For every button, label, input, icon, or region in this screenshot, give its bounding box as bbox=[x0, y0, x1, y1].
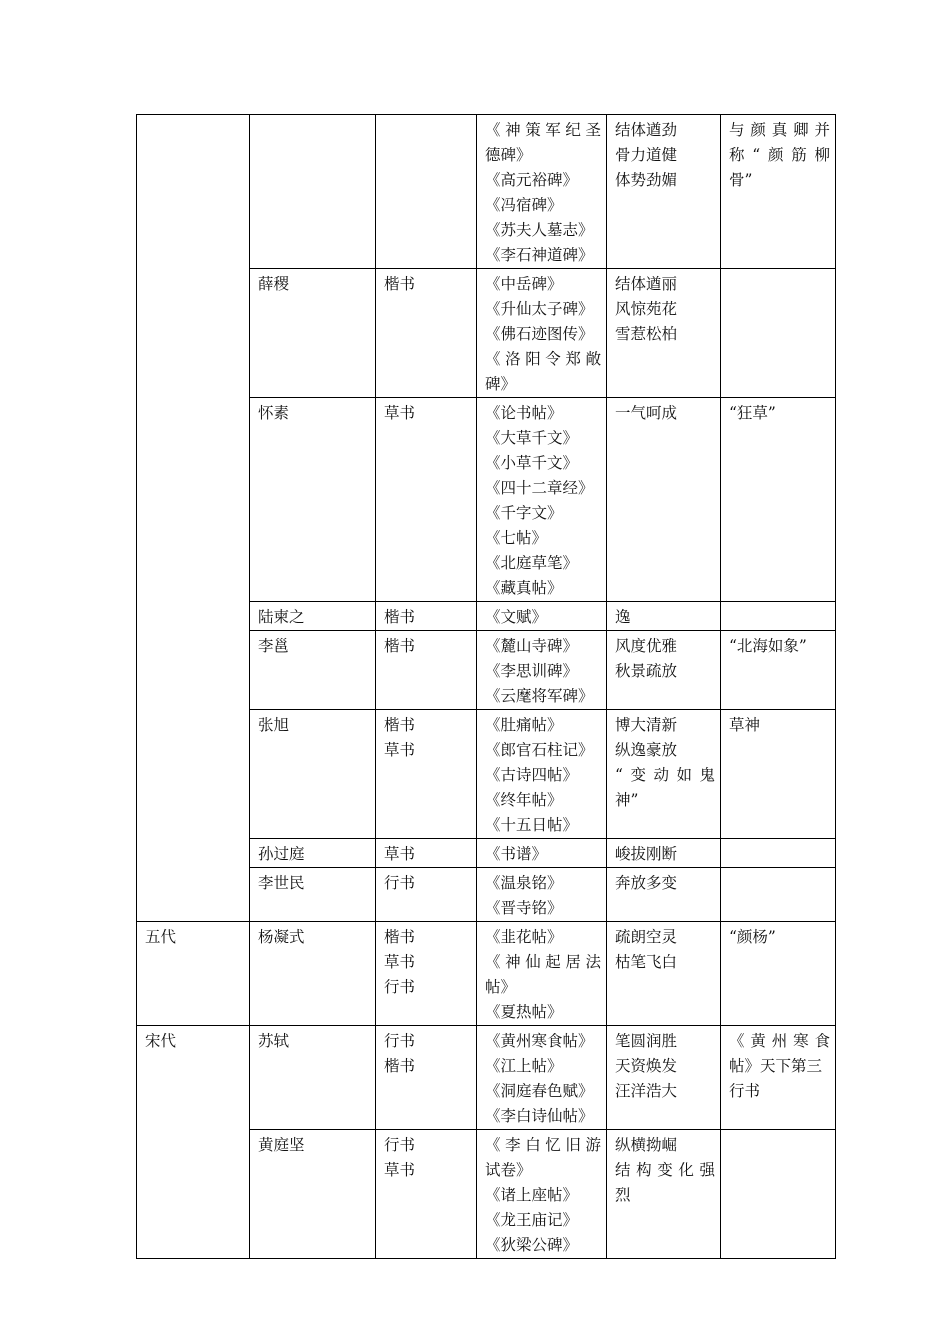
calligrapher-name: 黄庭坚 bbox=[258, 1136, 305, 1154]
calligrapher-cell bbox=[250, 1026, 376, 1130]
work-line: 《论书帖》 bbox=[485, 404, 563, 422]
remark-line: 与颜真卿并 bbox=[729, 121, 830, 139]
script-cell bbox=[376, 269, 477, 398]
style-line: 结体遒丽 bbox=[615, 275, 678, 293]
works-cell bbox=[477, 922, 607, 1026]
calligrapher-cell bbox=[250, 839, 376, 868]
works-cell bbox=[477, 839, 607, 868]
work-line: 《韭花帖》 bbox=[485, 928, 563, 946]
style-line: 结构变化强 bbox=[615, 1161, 715, 1179]
style-line: 纵横拗崛 bbox=[615, 1136, 678, 1154]
calligrapher-name: 怀素 bbox=[258, 404, 290, 422]
remark-cell bbox=[721, 922, 836, 1026]
script-type: 楷书 bbox=[384, 1057, 416, 1075]
work-line: 《升仙太子碑》 bbox=[485, 300, 594, 318]
remark-line: 称“颜筋柳 bbox=[729, 146, 830, 164]
work-line: 《云麾将军碑》 bbox=[485, 687, 594, 705]
remark-line: “颜杨” bbox=[729, 928, 776, 946]
work-line: 《高元裕碑》 bbox=[485, 171, 579, 189]
style-line: 汪洋浩大 bbox=[615, 1082, 678, 1100]
style-line: 风惊苑花 bbox=[615, 300, 678, 318]
remark-cell bbox=[721, 710, 836, 839]
works-cell bbox=[477, 1130, 607, 1259]
script-type: 楷书 bbox=[384, 716, 416, 734]
script-type: 楷书 bbox=[384, 275, 416, 293]
work-line: 《千字文》 bbox=[485, 504, 563, 522]
table-row bbox=[137, 922, 836, 1026]
remark-line: “北海如象” bbox=[729, 637, 807, 655]
script-cell bbox=[376, 868, 477, 922]
work-line: 德碑》 bbox=[485, 146, 532, 164]
works-cell bbox=[477, 398, 607, 602]
style-cell bbox=[607, 1026, 721, 1130]
style-cell bbox=[607, 1130, 721, 1259]
work-line: 《藏真帖》 bbox=[485, 579, 563, 597]
work-line: 《江上帖》 bbox=[485, 1057, 563, 1075]
works-cell bbox=[477, 710, 607, 839]
calligrapher-cell bbox=[250, 868, 376, 922]
dynasty-cell bbox=[137, 1026, 250, 1259]
work-line: 《狄梁公碑》 bbox=[485, 1236, 579, 1254]
style-line: 体势劲媚 bbox=[615, 171, 678, 189]
calligrapher-cell bbox=[250, 710, 376, 839]
calligrapher-cell bbox=[250, 922, 376, 1026]
work-line: 《书谱》 bbox=[485, 845, 548, 863]
work-line: 《终年帖》 bbox=[485, 791, 563, 809]
calligrapher-name: 李邕 bbox=[258, 637, 290, 655]
remark-cell bbox=[721, 1026, 836, 1130]
script-cell bbox=[376, 631, 477, 710]
style-cell bbox=[607, 839, 721, 868]
remark-cell bbox=[721, 1130, 836, 1259]
script-cell bbox=[376, 710, 477, 839]
work-line: 《大草千文》 bbox=[485, 429, 579, 447]
script-cell bbox=[376, 115, 477, 269]
work-line: 《古诗四帖》 bbox=[485, 766, 579, 784]
style-line: 神” bbox=[615, 791, 639, 809]
work-line: 《李白忆旧游 bbox=[485, 1136, 601, 1154]
style-line: 一气呵成 bbox=[615, 404, 678, 422]
work-line: 《神仙起居法 bbox=[485, 953, 601, 971]
style-cell bbox=[607, 398, 721, 602]
work-line: 《郎官石柱记》 bbox=[485, 741, 594, 759]
work-line: 试卷》 bbox=[485, 1161, 532, 1179]
work-line: 《洞庭春色赋》 bbox=[485, 1082, 594, 1100]
work-line: 《七帖》 bbox=[485, 529, 548, 547]
remark-line: 帖》天下第三 bbox=[729, 1057, 823, 1075]
work-line: 《洛阳令郑敞 bbox=[485, 350, 601, 368]
dynasty-label: 宋代 bbox=[145, 1032, 177, 1050]
style-line: 疏朗空灵 bbox=[615, 928, 678, 946]
style-line: 骨力道健 bbox=[615, 146, 678, 164]
script-type: 楷书 bbox=[384, 637, 416, 655]
script-type: 草书 bbox=[384, 404, 416, 422]
calligrapher-name: 杨凝式 bbox=[258, 928, 305, 946]
remark-line: 草神 bbox=[729, 716, 761, 734]
calligrapher-cell bbox=[250, 398, 376, 602]
style-line: 秋景疏放 bbox=[615, 662, 678, 680]
script-cell bbox=[376, 922, 477, 1026]
script-cell bbox=[376, 1026, 477, 1130]
works-cell bbox=[477, 868, 607, 922]
calligrapher-name: 薛稷 bbox=[258, 275, 290, 293]
remark-cell bbox=[721, 269, 836, 398]
script-type: 楷书 bbox=[384, 928, 416, 946]
work-line: 《李白诗仙帖》 bbox=[485, 1107, 594, 1125]
calligrapher-cell bbox=[250, 1130, 376, 1259]
calligrapher-name: 陆柬之 bbox=[258, 608, 305, 626]
work-line: 帖》 bbox=[485, 978, 517, 996]
work-line: 《李石神道碑》 bbox=[485, 246, 594, 264]
style-line: 博大清新 bbox=[615, 716, 678, 734]
style-line: 纵逸豪放 bbox=[615, 741, 678, 759]
style-line: 结体遒劲 bbox=[615, 121, 678, 139]
work-line: 《佛石迹图传》 bbox=[485, 325, 594, 343]
script-type: 草书 bbox=[384, 845, 416, 863]
style-line: 烈 bbox=[615, 1186, 631, 1204]
style-cell bbox=[607, 710, 721, 839]
work-line: 《冯宿碑》 bbox=[485, 196, 563, 214]
calligrapher-name: 张旭 bbox=[258, 716, 290, 734]
work-line: 《李思训碑》 bbox=[485, 662, 579, 680]
calligrapher-cell bbox=[250, 602, 376, 631]
remark-cell bbox=[721, 631, 836, 710]
script-type: 草书 bbox=[384, 1161, 416, 1179]
remark-cell bbox=[721, 602, 836, 631]
script-cell bbox=[376, 602, 477, 631]
remark-line: “狂草” bbox=[729, 404, 776, 422]
dynasty-cell bbox=[137, 922, 250, 1026]
works-cell bbox=[477, 602, 607, 631]
work-line: 《温泉铭》 bbox=[485, 874, 563, 892]
script-type: 楷书 bbox=[384, 608, 416, 626]
script-cell bbox=[376, 839, 477, 868]
script-type: 草书 bbox=[384, 741, 416, 759]
script-cell bbox=[376, 398, 477, 602]
work-line: 《苏夫人墓志》 bbox=[485, 221, 594, 239]
work-line: 《夏热帖》 bbox=[485, 1003, 563, 1021]
work-line: 《文赋》 bbox=[485, 608, 548, 626]
script-type: 草书 bbox=[384, 953, 416, 971]
remark-line: 骨” bbox=[729, 171, 753, 189]
table-body bbox=[137, 115, 836, 1259]
style-cell bbox=[607, 115, 721, 269]
style-line: 逸 bbox=[615, 608, 631, 626]
calligrapher-name: 李世民 bbox=[258, 874, 305, 892]
style-line: 枯笔飞白 bbox=[615, 953, 678, 971]
style-line: 风度优雅 bbox=[615, 637, 678, 655]
work-line: 《肚痛帖》 bbox=[485, 716, 563, 734]
calligrapher-name: 苏轼 bbox=[258, 1032, 290, 1050]
work-line: 《北庭草笔》 bbox=[485, 554, 579, 572]
script-type: 行书 bbox=[384, 1136, 416, 1154]
work-line: 《晋寺铭》 bbox=[485, 899, 563, 917]
work-line: 《四十二章经》 bbox=[485, 479, 594, 497]
style-line: “变动如鬼 bbox=[615, 766, 715, 784]
work-line: 《诸上座帖》 bbox=[485, 1186, 579, 1204]
remark-cell bbox=[721, 839, 836, 868]
dynasty-label: 五代 bbox=[145, 928, 177, 946]
style-cell bbox=[607, 269, 721, 398]
work-line: 碑》 bbox=[485, 375, 517, 393]
style-cell bbox=[607, 868, 721, 922]
script-cell bbox=[376, 1130, 477, 1259]
work-line: 《龙王庙记》 bbox=[485, 1211, 579, 1229]
remark-line: 行书 bbox=[729, 1082, 761, 1100]
work-line: 《中岳碑》 bbox=[485, 275, 563, 293]
style-line: 天资焕发 bbox=[615, 1057, 678, 1075]
works-cell bbox=[477, 115, 607, 269]
script-type: 行书 bbox=[384, 874, 416, 892]
work-line: 《小草千文》 bbox=[485, 454, 579, 472]
work-line: 《十五日帖》 bbox=[485, 816, 579, 834]
table-row bbox=[137, 115, 836, 269]
style-line: 奔放多变 bbox=[615, 874, 678, 892]
work-line: 《麓山寺碑》 bbox=[485, 637, 579, 655]
table-row bbox=[137, 1026, 836, 1130]
works-cell bbox=[477, 631, 607, 710]
dynasty-cell bbox=[137, 115, 250, 922]
style-line: 笔圆润胜 bbox=[615, 1032, 678, 1050]
calligraphy-table bbox=[136, 114, 836, 1259]
remark-cell bbox=[721, 868, 836, 922]
calligrapher-cell bbox=[250, 631, 376, 710]
style-cell bbox=[607, 631, 721, 710]
remark-cell bbox=[721, 398, 836, 602]
script-type: 行书 bbox=[384, 978, 416, 996]
works-cell bbox=[477, 1026, 607, 1130]
style-cell bbox=[607, 922, 721, 1026]
remark-cell bbox=[721, 115, 836, 269]
works-cell bbox=[477, 269, 607, 398]
work-line: 《黄州寒食帖》 bbox=[485, 1032, 594, 1050]
calligrapher-cell bbox=[250, 115, 376, 269]
work-line: 《神策军纪圣 bbox=[485, 121, 601, 139]
remark-line: 《黄州寒食 bbox=[729, 1032, 830, 1050]
script-type: 行书 bbox=[384, 1032, 416, 1050]
style-line: 峻拔刚断 bbox=[615, 845, 678, 863]
style-cell bbox=[607, 602, 721, 631]
calligrapher-cell bbox=[250, 269, 376, 398]
calligrapher-name: 孙过庭 bbox=[258, 845, 305, 863]
style-line: 雪惹松柏 bbox=[615, 325, 678, 343]
